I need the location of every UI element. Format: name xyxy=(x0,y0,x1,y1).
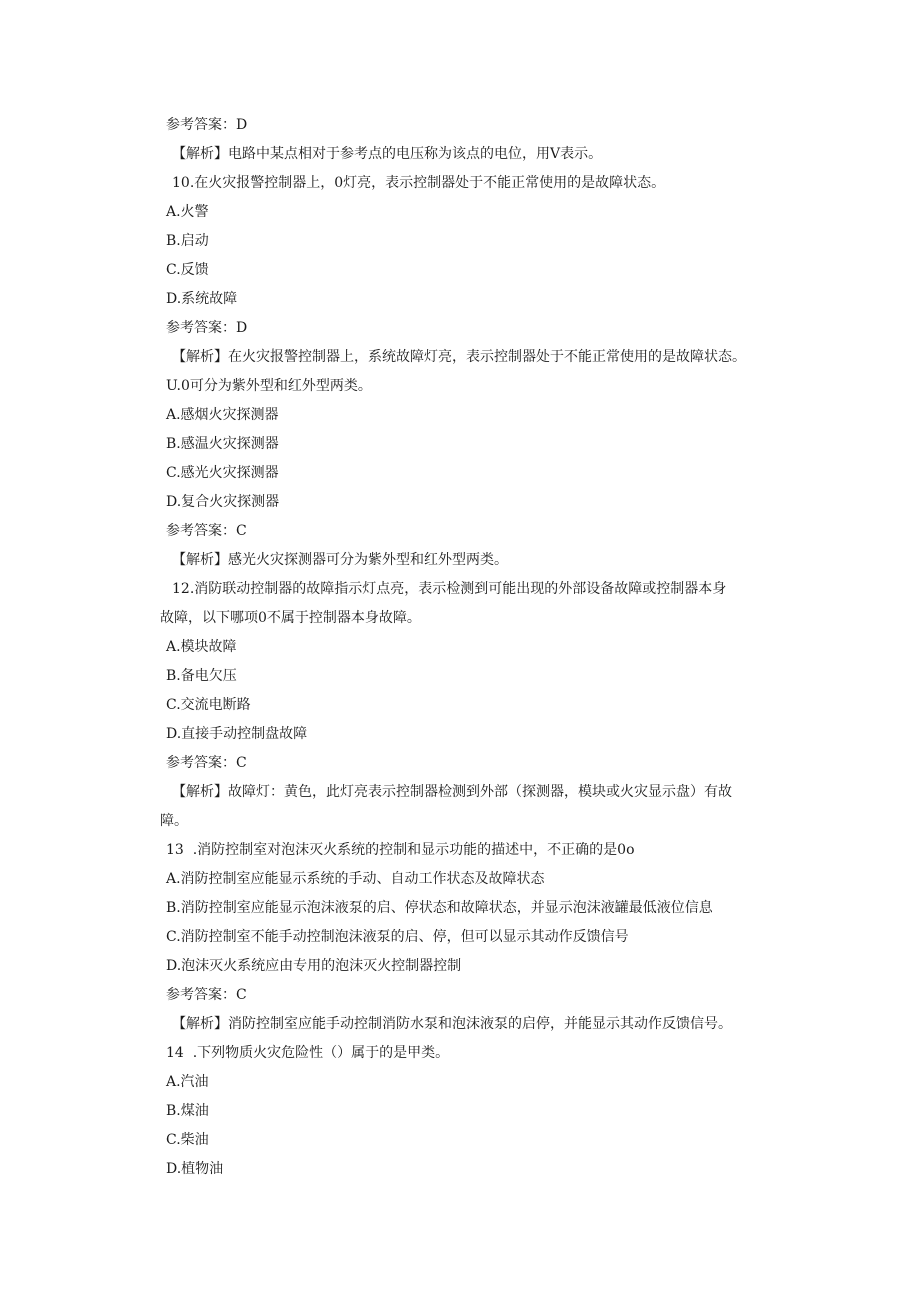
option-line: A.消防控制室应能显示系统的手动、自动工作状态及故障状态 xyxy=(166,871,545,887)
option-line: A.感烟火灾探测器 xyxy=(166,407,279,423)
option-line: C.消防控制室不能手动控制泡沫液泵的启、停，但可以显示其动作反馈信号 xyxy=(166,929,629,945)
answer-line: 参考答案：C xyxy=(166,755,247,771)
option-line: C.感光火灾探测器 xyxy=(166,465,279,481)
option-line: B.煤油 xyxy=(166,1103,209,1119)
analysis-line: 【解析】感光火灾探测器可分为紫外型和红外型两类。 xyxy=(172,552,508,568)
option-line: B.感温火灾探测器 xyxy=(166,436,279,452)
answer-line: 参考答案：D xyxy=(166,320,248,336)
answer-line: 参考答案：D xyxy=(166,117,248,133)
analysis-line: 【解析】消防控制室应能手动控制消防水泵和泡沫液泵的启停，并能显示其动作反馈信号。 xyxy=(172,1016,732,1032)
option-line: C.交流电断路 xyxy=(166,697,251,713)
document-body xyxy=(160,111,806,1184)
question-line: 10.在火灾报警控制器上，0灯亮，表示控制器处于不能正常使用的是故障状态。 xyxy=(172,175,666,191)
analysis-line: 【解析】电路中某点相对于参考点的电压称为该点的电位，用V表示。 xyxy=(172,146,603,162)
question-line: U.0可分为紫外型和红外型两类。 xyxy=(166,378,372,394)
option-line: D.复合火灾探测器 xyxy=(166,494,280,510)
option-line: D.植物油 xyxy=(166,1161,224,1177)
question-line: 13 .消防控制室对泡沫灭火系统的控制和显示功能的描述中，不正确的是0o xyxy=(166,842,635,858)
analysis-continuation-line: 障。 xyxy=(160,813,188,829)
answer-line: 参考答案：C xyxy=(166,987,247,1003)
question-continuation-line: 故障，以下哪项0不属于控制器本身故障。 xyxy=(160,610,421,626)
option-line: A.模块故障 xyxy=(166,639,237,655)
option-line: C.柴油 xyxy=(166,1132,209,1148)
option-line: D.泡沫灭火系统应由专用的泡沫灭火控制器控制 xyxy=(166,958,462,974)
option-line: B.启动 xyxy=(166,233,209,249)
option-line: A.汽油 xyxy=(166,1074,209,1090)
analysis-line: 【解析】故障灯：黄色，此灯亮表示控制器检测到外部（探测器，模块或火灾显示盘）有故 xyxy=(172,784,732,800)
answer-line: 参考答案：C xyxy=(166,523,247,539)
option-line: A.火警 xyxy=(166,204,209,220)
option-line: B.备电欠压 xyxy=(166,668,237,684)
question-line: 12.消防联动控制器的故障指示灯点亮，表示检测到可能出现的外部设备故障或控制器本身 xyxy=(172,581,727,597)
option-line: B.消防控制室应能显示泡沫液泵的启、停状态和故障状态，并显示泡沫液罐最低液位信息 xyxy=(166,900,713,916)
analysis-line: 【解析】在火灾报警控制器上，系统故障灯亮，表示控制器处于不能正常使用的是故障状态。 xyxy=(172,349,746,365)
option-line: D.系统故障 xyxy=(166,291,238,307)
option-line: C.反馈 xyxy=(166,262,209,278)
option-line: D.直接手动控制盘故障 xyxy=(166,726,308,742)
question-line: 14 .下列物质火灾危险性（）属于的是甲类。 xyxy=(166,1045,450,1061)
